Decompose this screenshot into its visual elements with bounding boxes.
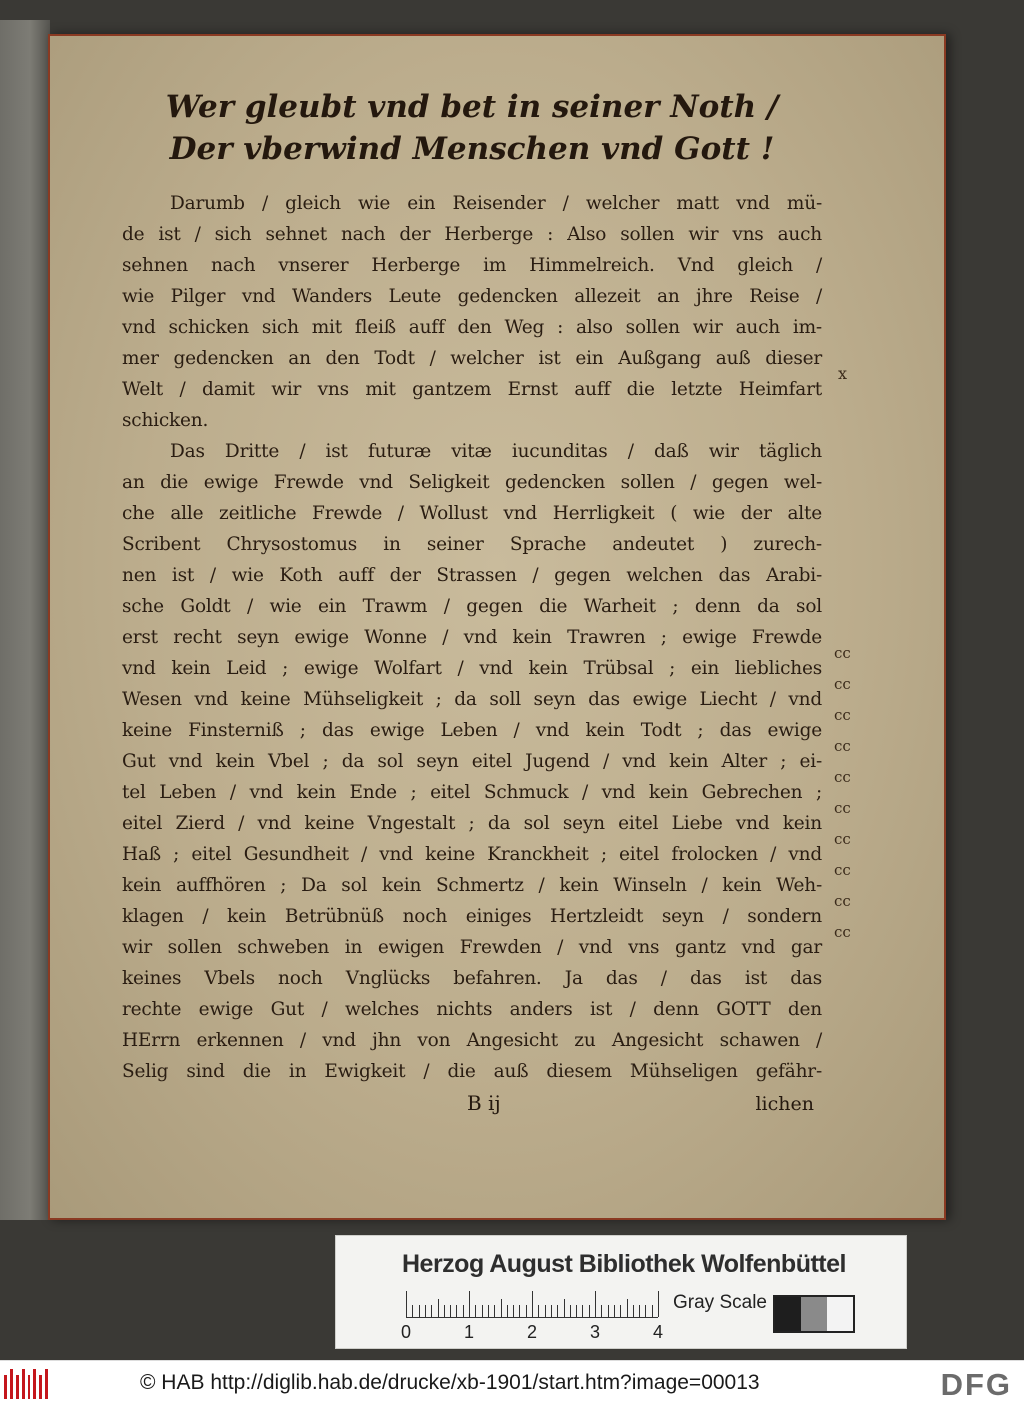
text-line: wie Pilger vnd Wanders Leute gedencken allezeit an jhre Reise / (122, 286, 822, 307)
text-line: keines Vbels noch Vnglücks befahren. Ja das / das ist das (122, 968, 822, 989)
text-line: che alle zeitliche Frewde / Wollust vnd Herrligkeit ( wie der alte (122, 503, 822, 524)
body-text (122, 188, 822, 1087)
signature-mark: B ij (467, 1091, 501, 1115)
text-line: vnd kein Leid ; ewige Wolfart / vnd kein Trübsal ; ein liebliches (122, 658, 822, 679)
ruler-label: 4 (653, 1322, 664, 1342)
ruler-tick (438, 1299, 439, 1317)
ruler-tick (469, 1291, 470, 1317)
quote-mark: cc (834, 737, 851, 755)
text-line: HErrn erkennen / vnd jhn von Angesicht zu Angesicht schawen / (122, 1030, 822, 1051)
text-line: kein auffhören ; Da sol kein Schmertz / kein Winseln / kein Weh- (122, 875, 822, 896)
gray-swatch (827, 1297, 853, 1331)
logo-bar (28, 1375, 31, 1399)
ruler-tick (564, 1299, 565, 1317)
ruler-tick (538, 1305, 539, 1317)
ruler-tick (532, 1291, 533, 1317)
text-line: sche Goldt / wie ein Trawm / gegen die Warheit ; denn da sol (122, 596, 822, 617)
catchword: lichen (755, 1093, 814, 1115)
ruler-tick (652, 1305, 653, 1317)
text-line: klagen / kein Betrübnüß noch einiges Hertzleidt seyn / sondern (122, 906, 822, 927)
ruler-tick (475, 1305, 476, 1317)
ruler-baseline (406, 1317, 658, 1318)
text-line: rechte ewige Gut / welches nichts anders ist / denn GOTT den (122, 999, 822, 1020)
ruler-tick (482, 1305, 483, 1317)
quote-mark: cc (834, 830, 851, 848)
ruler-label: 0 (401, 1322, 412, 1342)
text-line: Darumb / gleich wie ein Reisender / welcher matt vnd mü- (170, 193, 822, 214)
hab-logo-icon (4, 1369, 48, 1399)
ruler-tick (507, 1305, 508, 1317)
logo-bar (4, 1375, 7, 1399)
library-name: Herzog August Bibliothek Wolfenbüttel (402, 1250, 846, 1278)
page-heading-line-2: Der vberwind Menschen vnd Gott ! (169, 131, 775, 167)
ruler-tick (639, 1305, 640, 1317)
text-line: eitel Zierd / vnd keine Vngestalt ; da sol seyn eitel Liebe vnd kein (122, 813, 822, 834)
ruler-tick (551, 1305, 552, 1317)
ruler-tick (444, 1305, 445, 1317)
text-line: Selig sind die in Ewigkeit / die auß diesem Mühseligen gefähr- (122, 1061, 822, 1082)
text-line: Welt / damit wir vns mit gantzem Ernst auff die letzte Heimfart (122, 379, 822, 400)
text-line: keine Finsterniß ; das ewige Leben / vnd kein Todt ; das ewige (122, 720, 822, 741)
dfg-logo: DFG (940, 1367, 1012, 1402)
quote-mark: cc (834, 861, 851, 879)
quote-mark: cc (834, 799, 851, 817)
gray-scale-label: Gray Scale (673, 1292, 767, 1313)
ruler-tick (570, 1305, 571, 1317)
ruler-tick (595, 1291, 596, 1317)
ruler-tick (463, 1305, 464, 1317)
ruler-tick (620, 1305, 621, 1317)
logo-bar (39, 1375, 42, 1399)
quote-mark: cc (834, 675, 851, 693)
page-heading-line-1: Wer gleubt vnd bet in seiner Noth / (165, 89, 779, 125)
marginal-quote-marks (834, 638, 864, 948)
text-line: nen ist / wie Koth auff der Strassen / gegen welchen das Arabi- (122, 565, 822, 586)
logo-bar (45, 1369, 48, 1399)
ruler-tick (545, 1305, 546, 1317)
gray-swatch (801, 1297, 827, 1331)
text-line: schicken. (122, 410, 209, 431)
text-line: vnd schicken sich mit fleiß auff den Weg : also sollen wir auch im- (122, 317, 822, 338)
text-line: Wesen vnd keine Mühseligkeit ; da soll seyn das ewige Liecht / vnd (122, 689, 822, 710)
ruler-tick (431, 1305, 432, 1317)
text-line: tel Leben / vnd kein Ende ; eitel Schmuck / vnd kein Gebrechen ; (122, 782, 822, 803)
ruler-tick (488, 1305, 489, 1317)
ruler-tick (582, 1305, 583, 1317)
ruler-tick (526, 1305, 527, 1317)
ruler-tick (589, 1305, 590, 1317)
text-line: Das Dritte / ist futuræ vitæ iucunditas / daß wir täglich (170, 441, 822, 462)
logo-bar (33, 1369, 36, 1399)
book-page (48, 34, 946, 1220)
text-line: Scribent Chrysostomus in seiner Sprache andeutet ) zurech- (122, 534, 822, 555)
ruler-tick (608, 1305, 609, 1317)
ruler-label: 1 (464, 1322, 475, 1342)
ruler-tick (557, 1305, 558, 1317)
ruler-tick (456, 1305, 457, 1317)
ruler-tick (412, 1305, 413, 1317)
text-line: mer gedencken an den Todt / welcher ist ein Außgang auß dieser (122, 348, 822, 369)
text-line: de ist / sich sehnet nach der Herberge : Also sollen wir vns auch (122, 224, 822, 245)
text-line: Gut vnd kein Vbel ; da sol seyn eitel Jugend / vnd kein Alter ; ei- (122, 751, 822, 772)
ruler-tick (576, 1305, 577, 1317)
logo-bar (22, 1369, 25, 1399)
quote-mark: cc (834, 892, 851, 910)
gray-scale-swatches (773, 1295, 855, 1333)
logo-bar (16, 1375, 19, 1399)
ruler-tick (406, 1291, 407, 1317)
logo-bar (10, 1369, 13, 1399)
page-footer-line (122, 1089, 822, 1123)
quote-mark: cc (834, 768, 851, 786)
gray-swatch (775, 1297, 801, 1331)
ruler-tick (645, 1305, 646, 1317)
ruler-tick (419, 1305, 420, 1317)
text-line: wir sollen schweben in ewigen Frewden / vnd vns gantz vnd gar (122, 937, 822, 958)
ruler-label: 3 (590, 1322, 601, 1342)
citation-link[interactable]: © HAB http://diglib.hab.de/drucke/xb-1901/start.htm?image=00013 (140, 1371, 760, 1394)
quote-mark: cc (834, 644, 851, 662)
text-line: sehnen nach vnserer Herberge im Himmelreich. Vnd gleich / (122, 255, 822, 276)
quote-mark: cc (834, 706, 851, 724)
ruler-label: 2 (527, 1322, 538, 1342)
text-line: erst recht seyn ewige Wonne / vnd kein Trawren ; ewige Frewde (122, 627, 822, 648)
ruler-tick (513, 1305, 514, 1317)
page-content (122, 86, 822, 1123)
ruler-tick (450, 1305, 451, 1317)
bottom-citation-bar (0, 1360, 1024, 1407)
text-line: an die ewige Frewde vnd Seligkeit gedencken sollen / gegen wel- (122, 472, 822, 493)
ruler-tick (425, 1305, 426, 1317)
text-line: Haß ; eitel Gesundheit / vnd keine Kranckheit ; eitel frolocken / vnd (122, 844, 822, 865)
ruler-tick (494, 1305, 495, 1317)
ruler-tick (658, 1291, 659, 1317)
ruler-tick (614, 1305, 615, 1317)
ruler-tick (633, 1305, 634, 1317)
ruler-tick (519, 1305, 520, 1317)
library-color-card (335, 1235, 907, 1349)
previous-page-edge (0, 20, 50, 1220)
ruler-tick (601, 1305, 602, 1317)
ruler-tick (627, 1299, 628, 1317)
quote-mark: cc (834, 923, 851, 941)
margin-mark: x (838, 364, 848, 383)
ruler-tick (501, 1299, 502, 1317)
